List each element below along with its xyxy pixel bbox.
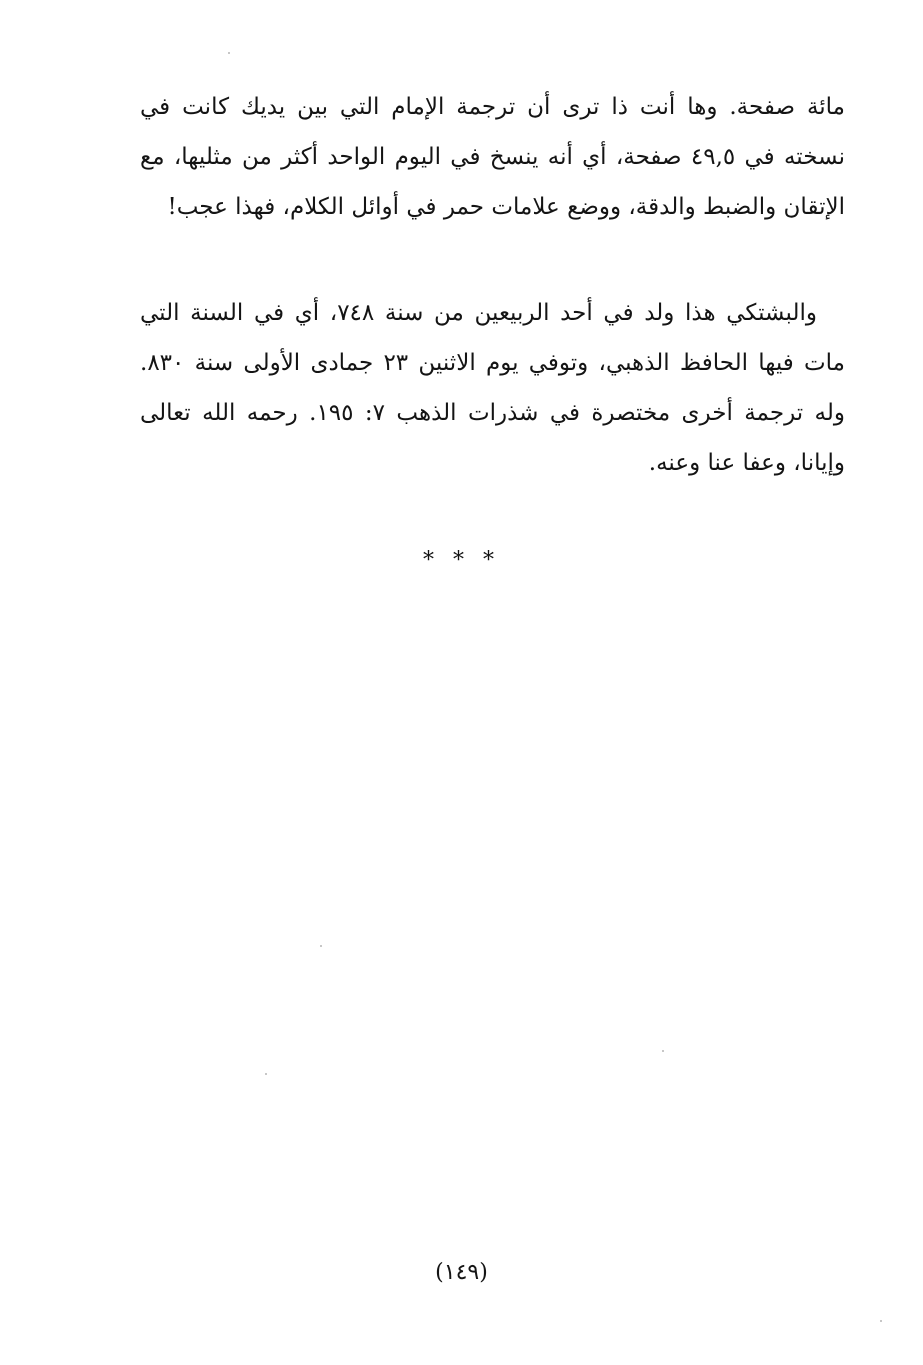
scan-speck	[880, 1320, 882, 1322]
scan-speck	[265, 1073, 267, 1075]
paragraph-2: والبشتكي هذا ولد في أحد الربيعين من سنة ٧٤٨، أي في السنة التي مات فيها الحافظ الذهبي، وتوفي يوم الاثنين ٢٣ جمادى الأولى سنة ٨٣٠. وله ترجمة أخرى مختصرة في شذرات الذهب ٧: ١٩٥. رحمه الله تعالى وإيانا، وعفا عنا وعنه.	[140, 300, 845, 476]
scan-speck	[320, 945, 322, 947]
section-separator: * * *	[423, 548, 500, 573]
paragraph-block-2	[140, 288, 845, 488]
scan-speck	[662, 1050, 664, 1052]
paragraph-block-1	[140, 82, 845, 232]
scan-speck	[228, 52, 230, 54]
page-number: (١٤٩)	[435, 1260, 488, 1285]
paragraph-1: مائة صفحة. وها أنت ذا ترى أن ترجمة الإمام التي بين يديك كانت في نسخته في ٤٩,٥ صفحة، أي أنه ينسخ في اليوم الواحد أكثر من مثليها، مع الإتقان والضبط والدقة، ووضع علامات حمر في أوائل الكلام، فهذا عجب!	[140, 94, 845, 220]
